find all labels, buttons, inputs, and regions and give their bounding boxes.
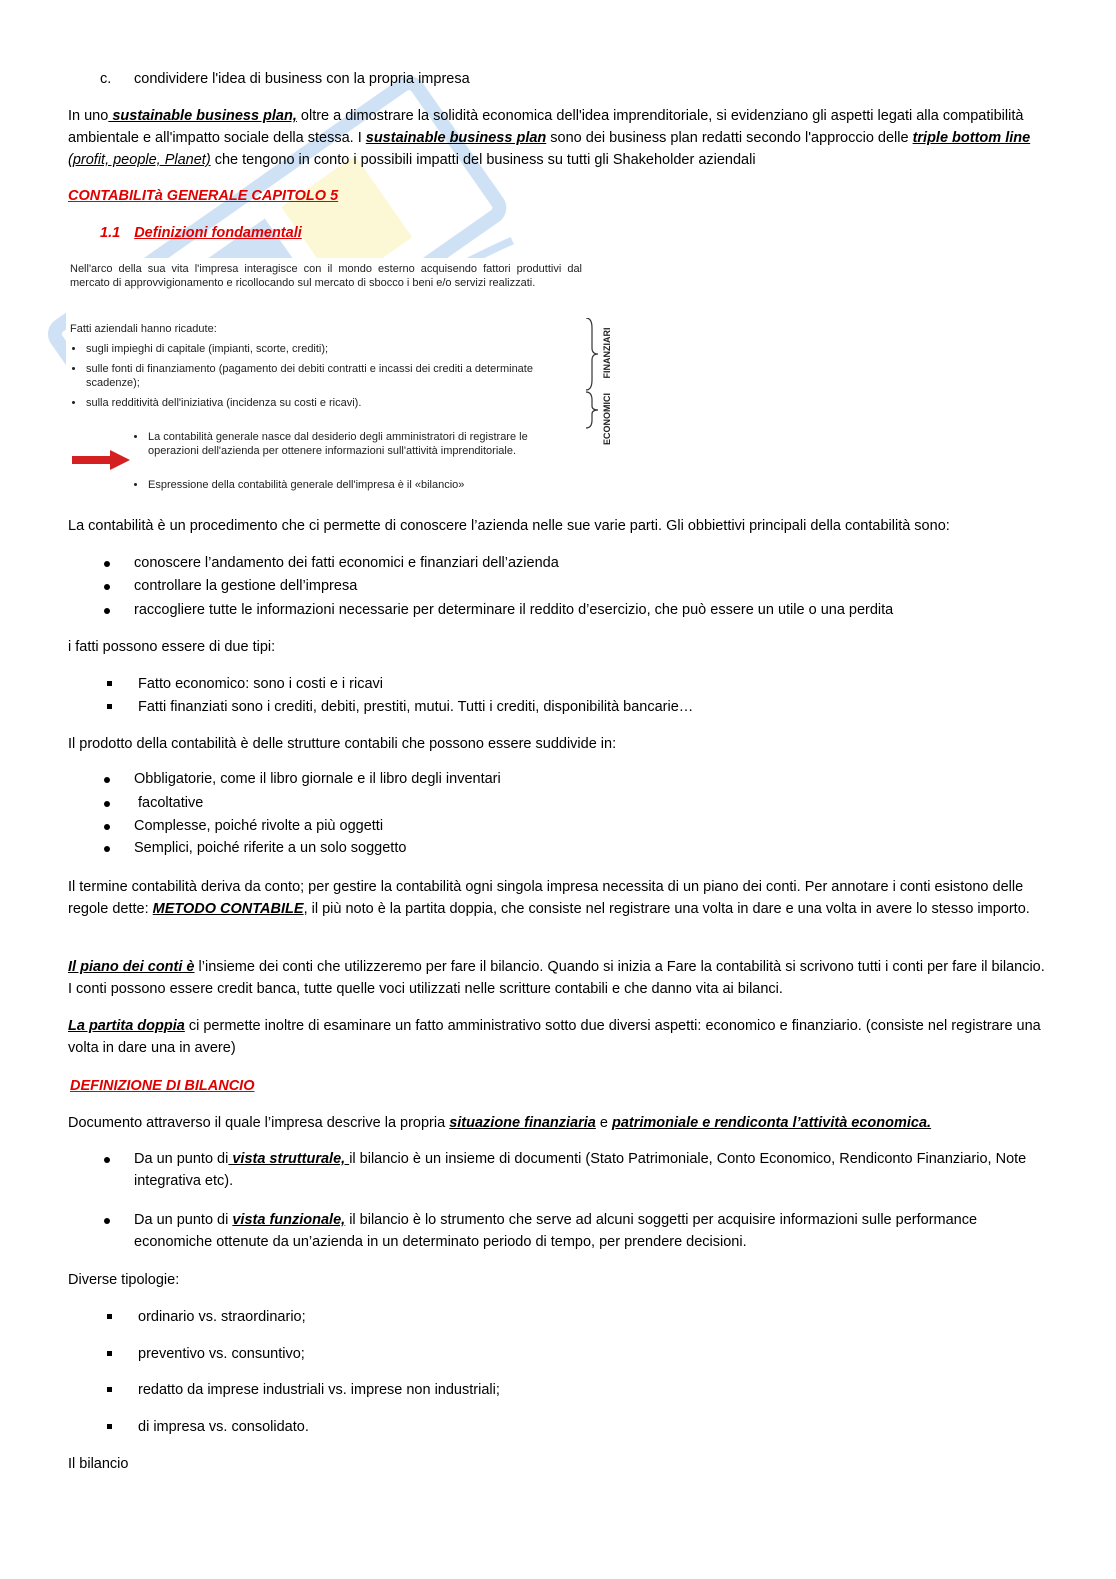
text-run: Documento attraverso il quale l’impresa descrive la propria <box>68 1115 450 1131</box>
text-run: il bilancio è un insieme di documenti (Stato Patrimoniale, Conto Economico, Rendiconto Finanziario, Note integrativa etc). <box>134 1151 1027 1189</box>
text-run: sono dei business plan redatti secondo l'approccio delle <box>546 130 913 146</box>
emphasis-term: sustainable business plan <box>365 130 547 146</box>
figure-bullet-text: sugli impieghi di capitale (impianti, scorte, crediti); <box>86 343 329 355</box>
list-marker: c. <box>100 71 112 87</box>
paragraph-piano-conti <box>68 956 1048 1000</box>
side-label-finanziari: FINANZIARI <box>602 327 612 379</box>
text-run: In uno <box>68 108 109 124</box>
emphasis-term: vista funzionale, <box>232 1212 346 1228</box>
list-item-text: Semplici, poiché riferite a un solo soggetto <box>134 840 407 856</box>
text-run: il bilancio è lo strumento che serve ad alcuni soggetti per acquisire informazioni sulle performance economiche ottenute da un’azienda in un determinato periodo di tempo, per prendere decisioni. <box>134 1212 978 1250</box>
list-item-text: redatto da imprese industriali vs. imprese non industriali; <box>138 1382 500 1398</box>
emphasis-term: triple bottom line <box>912 130 1031 146</box>
text-run: oltre a dimostrare la solidità economica dell'idea imprenditoriale, si evidenziano gli aspetti legati alla compatibilità ambientale e all'impatto sociale della stessa. I <box>68 108 1024 146</box>
list-item-text: preventivo vs. consuntivo; <box>138 1346 305 1362</box>
figure-callout-text: La contabilità generale nasce dal desiderio degli amministratori di registrare le operazioni dell'azienda per ottenere informazioni sull'attività imprenditoriale. <box>148 431 528 457</box>
list-item-text: ordinario vs. straordinario; <box>138 1309 306 1325</box>
list-item-text: condividere l'idea di business con la propria impresa <box>134 71 470 87</box>
emphasis-term: La partita doppia <box>68 1018 185 1034</box>
embedded-figure <box>66 258 626 498</box>
list-item-text: Obbligatorie, come il libro giornale e il libro degli inventari <box>134 771 501 787</box>
section-heading: DEFINIZIONE DI BILANCIO <box>70 1078 255 1094</box>
list-item-text: raccogliere tutte le informazioni necessarie per determinare il reddito d’esercizio, che può essere un utile o una perdita <box>134 602 894 618</box>
emphasis-term: situazione finanziaria <box>449 1115 596 1131</box>
text-run: , il più noto è la partita doppia, che consiste nel registrare una volta in dare e una volta in avere lo stesso importo. <box>303 901 1030 917</box>
text-run: ci permette inoltre di esaminare un fatto amministrativo sotto due diversi aspetti: economico e finanziario. (consiste nel registrare una volta in dare una in avere) <box>68 1018 1041 1056</box>
list-item-text: di impresa vs. consolidato. <box>138 1419 309 1435</box>
subsection-title: Definizioni fondamentali <box>134 225 302 241</box>
emphasis-term: vista strutturale, <box>228 1151 350 1167</box>
paragraph-bilancio: Il bilancio <box>68 1456 129 1472</box>
paragraph-partita-doppia <box>68 1015 1048 1059</box>
side-label-economici: ECONOMICI <box>602 393 612 446</box>
paragraph-sustainable <box>68 105 1048 171</box>
text-run: Da un punto di <box>134 1151 229 1167</box>
figure-bullet-text: sulla redditività dell'iniziativa (incidenza su costi e ricavi). <box>86 397 362 409</box>
text-run: e <box>595 1115 612 1131</box>
paragraph-tipologie: Diverse tipologie: <box>68 1272 180 1288</box>
emphasis-term: METODO CONTABILE <box>152 901 304 917</box>
list-item-text <box>134 1148 1046 1192</box>
paragraph-definizione-bilancio <box>68 1112 1048 1134</box>
subsection-number: 1.1 <box>100 225 121 241</box>
list-item-text: Complesse, poiché rivolte a più oggetti <box>134 818 384 834</box>
section-heading: CONTABILITà GENERALE CAPITOLO 5 <box>68 188 339 204</box>
list-item-text <box>134 1209 1046 1253</box>
list-item-text: controllare la gestione dell’impresa <box>134 578 358 594</box>
figure-intro-text: Nell'arco della sua vita l'impresa interagisce con il mondo esterno acquisendo fattori produttivi dal mercato di approvvigionamento e ricollocando sul mercato di sbocco i beni e/o servizi realizzati. <box>70 263 582 289</box>
figure-subtitle: Fatti aziendali hanno ricadute: <box>70 323 217 335</box>
emphasis-term: (profit, people, Planet) <box>68 152 211 168</box>
paragraph-fatti: i fatti possono essere di due tipi: <box>68 639 276 655</box>
figure-callout-text: Espressione della contabilità generale dell'impresa è il «bilancio» <box>148 479 465 491</box>
list-item-text: Fatto economico: sono i costi e i ricavi <box>138 676 383 692</box>
emphasis-term: patrimoniale e rendiconta l’attività economica. <box>611 1115 932 1131</box>
text-run: che tengono in conto i possibili impatti del business su tutti gli Shakeholder aziendali <box>210 152 756 168</box>
subsection-heading <box>100 222 1080 244</box>
text-run: Il termine contabilità deriva da conto; per gestire la contabilità ogni singola impresa necessita di un piano dei conti. Per annotare i conti esistono delle regole dette: <box>68 879 1024 917</box>
paragraph-prodotto: Il prodotto della contabilità è delle strutture contabili che possono essere suddivide in: <box>68 736 617 752</box>
list-item-text: conoscere l’andamento dei fatti economici e finanziari dell’azienda <box>134 555 559 571</box>
paragraph-contabilita: La contabilità è un procedimento che ci permette di conoscere l’azienda nelle sue varie parti. Gli obbiettivi principali della contabilità sono: <box>68 518 950 534</box>
paragraph-metodo <box>68 876 1048 920</box>
text-run: l’insieme dei conti che utilizzeremo per fare il bilancio. Quando si inizia a Fare la contabilità si scrivono tutti i conti per fare il bilancio. I conti possono essere credit banca, tutte quelle voci utilizzati nelle scritture contabili e che danno vita ai bilanci. <box>68 959 1045 997</box>
text-run: Da un punto di <box>134 1212 233 1228</box>
red-arrow-icon <box>72 450 132 470</box>
emphasis-term: sustainable business plan, <box>108 108 297 124</box>
list-item-text: Fatti finanziati sono i crediti, debiti, prestiti, mutui. Tutti i crediti, disponibilità bancarie… <box>138 699 694 715</box>
emphasis-term: Il piano dei conti è <box>68 959 195 975</box>
figure-side-labels <box>600 318 614 498</box>
list-item-text: facoltative <box>138 795 204 811</box>
figure-bullet-text: sulle fonti di finanziamento (pagamento dei debiti contratti e incassi dei crediti a determinate scadenze); <box>86 363 533 389</box>
